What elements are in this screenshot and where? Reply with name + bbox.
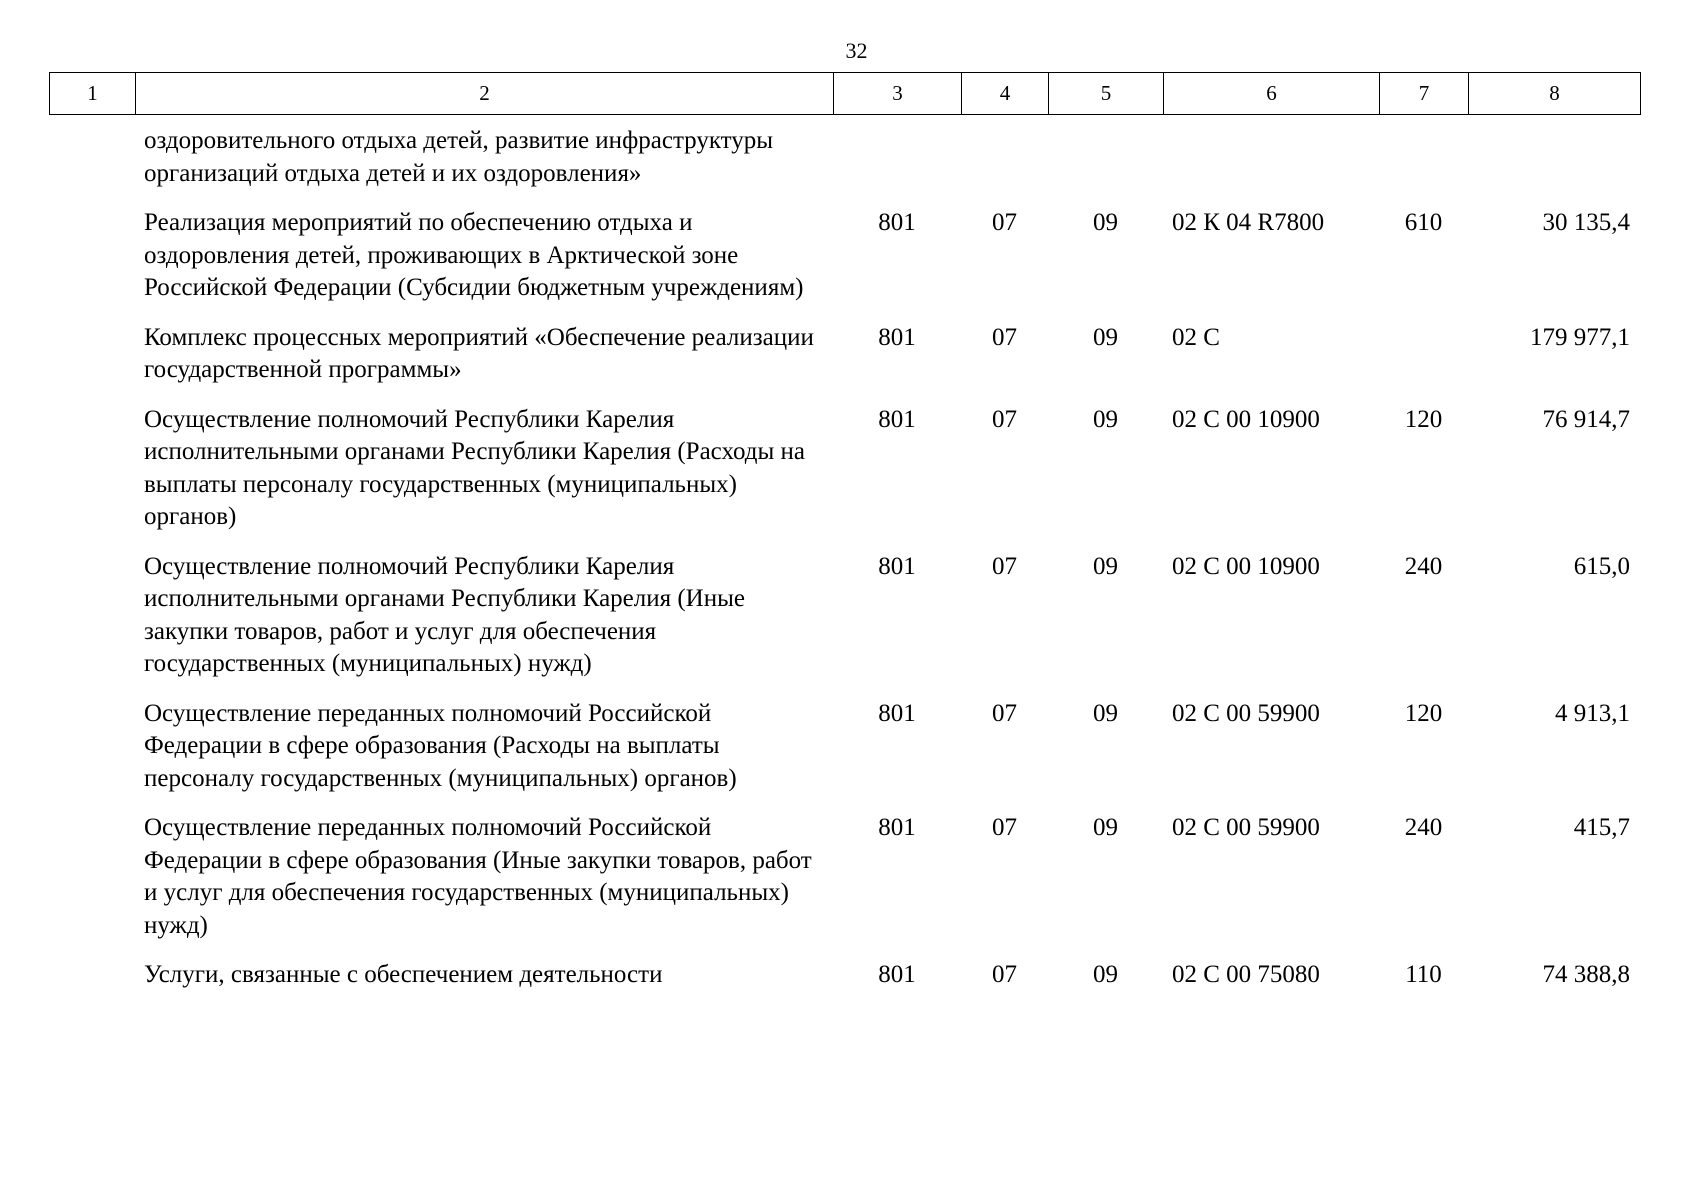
- column-header-6: 6: [1164, 73, 1380, 115]
- row-vr: 240: [1404, 814, 1443, 841]
- row-csr: 02 С 00 59900: [1172, 814, 1320, 841]
- row-amount: 74 388,8: [1542, 961, 1630, 988]
- row-csr: 02 С 00 10900: [1172, 552, 1320, 580]
- row-csr: 02 С 00 10900: [1172, 405, 1320, 433]
- row-vr: [1379, 125, 1468, 207]
- column-header-4: 4: [962, 73, 1049, 115]
- row-vr: 110: [1405, 961, 1442, 988]
- row-vr: 610: [1404, 209, 1443, 236]
- row-csr: 02 С: [1172, 323, 1220, 351]
- row-pr: 09: [1093, 405, 1118, 433]
- table-row: [49, 812, 1640, 959]
- row-pr: [1048, 125, 1163, 207]
- row-pr: 09: [1093, 961, 1118, 988]
- column-header-3: 3: [834, 73, 962, 115]
- row-rz: 07: [992, 699, 1017, 727]
- row-amount: 179 977,1: [1530, 323, 1630, 351]
- row-ved: 801: [878, 405, 916, 433]
- row-pr: 09: [1093, 552, 1118, 580]
- row-amount: [1468, 125, 1640, 207]
- row-csr: 02 С 00 75080: [1172, 961, 1320, 988]
- row-name: Услуги, связанные с обеспечением деятельности: [144, 961, 663, 988]
- row-rz: 07: [992, 323, 1017, 351]
- row-csr: [1163, 125, 1379, 207]
- row-rz: 07: [992, 405, 1017, 433]
- row-name: Осуществление переданных полномочий Российской Федерации в сфере образования (Иные закупки товаров, работ и услуг для обеспечения государственных (муниципальных) нужд): [144, 814, 812, 939]
- row-amount: 4 913,1: [1555, 699, 1630, 727]
- row-rz: [961, 125, 1048, 207]
- row-name: Осуществление переданных полномочий Российской Федерации в сфере образования (Расходы на выплаты персоналу государственных (муниципальных) органов): [144, 699, 737, 792]
- row-name: Комплекс процессных мероприятий «Обеспечение реализации государственной программы»: [144, 323, 814, 383]
- row-ved: 801: [878, 961, 916, 988]
- row-csr: 02 С 00 59900: [1172, 699, 1320, 727]
- row-vr: 120: [1404, 405, 1443, 433]
- table-row: [49, 404, 1640, 551]
- row-rz: 07: [992, 552, 1017, 580]
- row-ved: 801: [878, 814, 916, 841]
- column-header-row: [50, 73, 1641, 115]
- column-header-5: 5: [1049, 73, 1164, 115]
- row-pr: 09: [1093, 209, 1118, 236]
- row-vr: 120: [1404, 699, 1443, 727]
- row-rz: 07: [992, 209, 1017, 236]
- row-ved: 801: [878, 552, 916, 580]
- table-row: [49, 959, 1640, 1009]
- column-header-table: [49, 72, 1641, 115]
- row-pr: 09: [1093, 323, 1118, 351]
- table-row: [49, 125, 1640, 207]
- row-name: Осуществление полномочий Республики Карелия исполнительными органами Республики Карелия (Иные закупки товаров, работ и услуг для обеспечения государственных (муниципальных) нужд): [144, 552, 746, 677]
- row-name: Осуществление полномочий Республики Карелия исполнительными органами Республики Карелия (Расходы на выплаты персоналу государственных (муниципальных) органов): [144, 405, 806, 530]
- table-row: [49, 551, 1640, 698]
- budget-table: [49, 125, 1640, 1009]
- row-ved: 801: [878, 323, 916, 351]
- row-name: оздоровительного отдыха детей, развитие инфраструктуры организаций отдыха детей и их оздоровления»: [144, 127, 774, 187]
- column-header-1: 1: [50, 73, 136, 115]
- row-name: Реализация мероприятий по обеспечению отдыха и оздоровления детей, проживающих в Арктической зоне Российской Федерации (Субсидии бюджетным учреждениям): [144, 209, 804, 301]
- row-amount: 30 135,4: [1542, 209, 1630, 236]
- row-vr: [1379, 322, 1468, 404]
- row-amount: 615,0: [1573, 552, 1630, 580]
- row-ved: 801: [878, 699, 916, 727]
- row-ved: [833, 125, 961, 207]
- row-amount: 415,7: [1573, 814, 1630, 841]
- row-ved: 801: [878, 209, 916, 236]
- table-row: [49, 207, 1640, 322]
- table-row: [49, 698, 1640, 813]
- row-pr: 09: [1093, 699, 1118, 727]
- column-header-7: 7: [1380, 73, 1469, 115]
- column-header-2: 2: [136, 73, 834, 115]
- row-pr: 09: [1093, 814, 1118, 841]
- table-row: [49, 322, 1640, 404]
- row-rz: 07: [992, 961, 1017, 988]
- row-rz: 07: [992, 814, 1017, 841]
- column-header-8: 8: [1469, 73, 1641, 115]
- row-amount: 76 914,7: [1542, 405, 1630, 433]
- page-number: 32: [845, 38, 868, 63]
- row-csr: 02 К 04 R7800: [1172, 209, 1325, 236]
- row-vr: 240: [1404, 552, 1443, 580]
